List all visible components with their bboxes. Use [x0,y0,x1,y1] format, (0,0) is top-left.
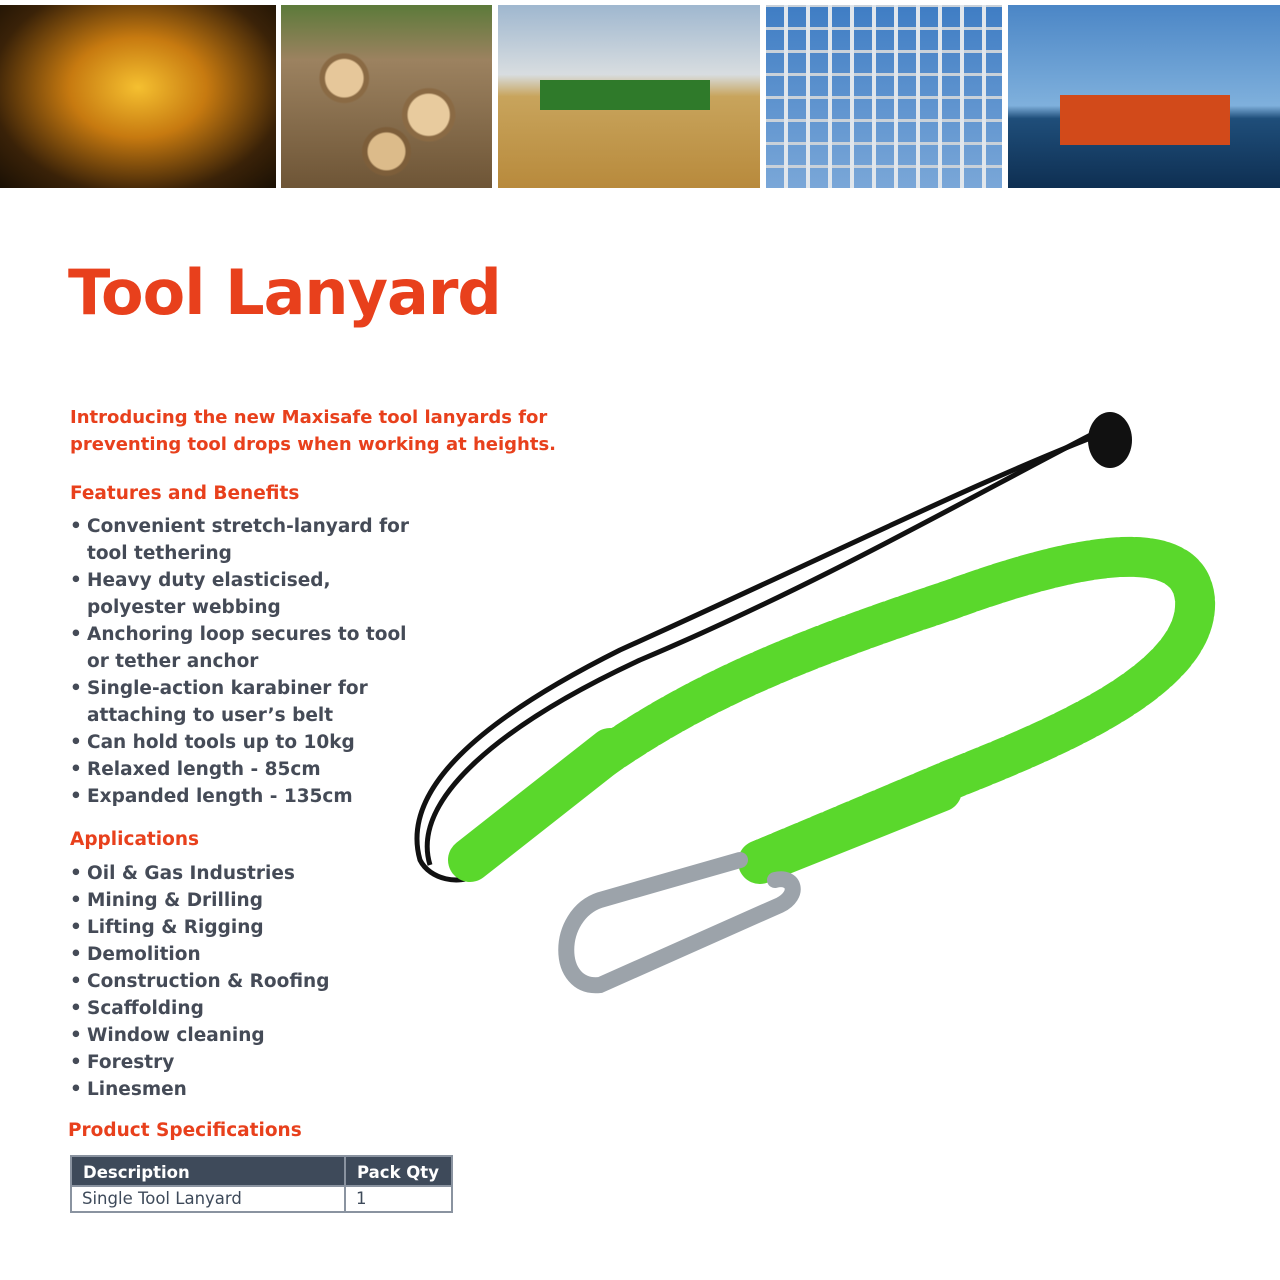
specs-heading: Product Specifications [68,1120,302,1141]
list-item: • Oil & Gas Industries [70,863,295,884]
mining-photo [0,5,276,188]
oil-rig-shape [1060,95,1230,145]
list-item: • Relaxed length - 85cm [70,759,321,780]
list-item: • Window cleaning [70,1025,265,1046]
cord-stopper [1088,412,1132,468]
list-item: • Linesmen [70,1079,187,1100]
list-item: • Forestry [70,1052,175,1073]
table-cell: 1 [345,1186,452,1212]
list-item: • Can hold tools up to 10kg [70,732,355,753]
list-item: • Mining & Drilling [70,890,263,911]
list-item: • Construction & Roofing [70,971,330,992]
page-title: Tool Lanyard [68,256,501,329]
list-item: • Convenient stretch-lanyard for tool tethering [70,516,409,564]
list-item: • Anchoring loop secures to tool or tether anchor [70,624,407,672]
intro-text: Introducing the new Maxisafe tool lanyards for preventing tool drops when working at heights. [70,407,557,455]
construction-photo [766,5,1002,188]
list-item: • Heavy duty elasticised, polyester webbing [70,570,331,618]
column-header: Description [71,1156,345,1186]
specs-table [70,1155,453,1213]
list-item: • Lifting & Rigging [70,917,264,938]
forestry-photo [281,5,492,188]
list-item: • Demolition [70,944,201,965]
list-item: • Expanded length - 135cm [70,786,353,807]
green-bungee [470,557,1195,862]
column-header: Pack Qty [345,1156,452,1186]
applications-heading: Applications [70,829,200,850]
features-heading: Features and Benefits [70,483,300,504]
list-item: • Single-action karabiner for attaching to user’s belt [70,678,368,726]
list-item: • Scaffolding [70,998,204,1019]
features-list [70,513,410,810]
tool-lanyard-image [390,390,1230,1030]
table-cell: Single Tool Lanyard [71,1186,345,1212]
harvester-shape [540,80,710,110]
table-row [71,1186,452,1212]
table-header-row [71,1156,452,1186]
